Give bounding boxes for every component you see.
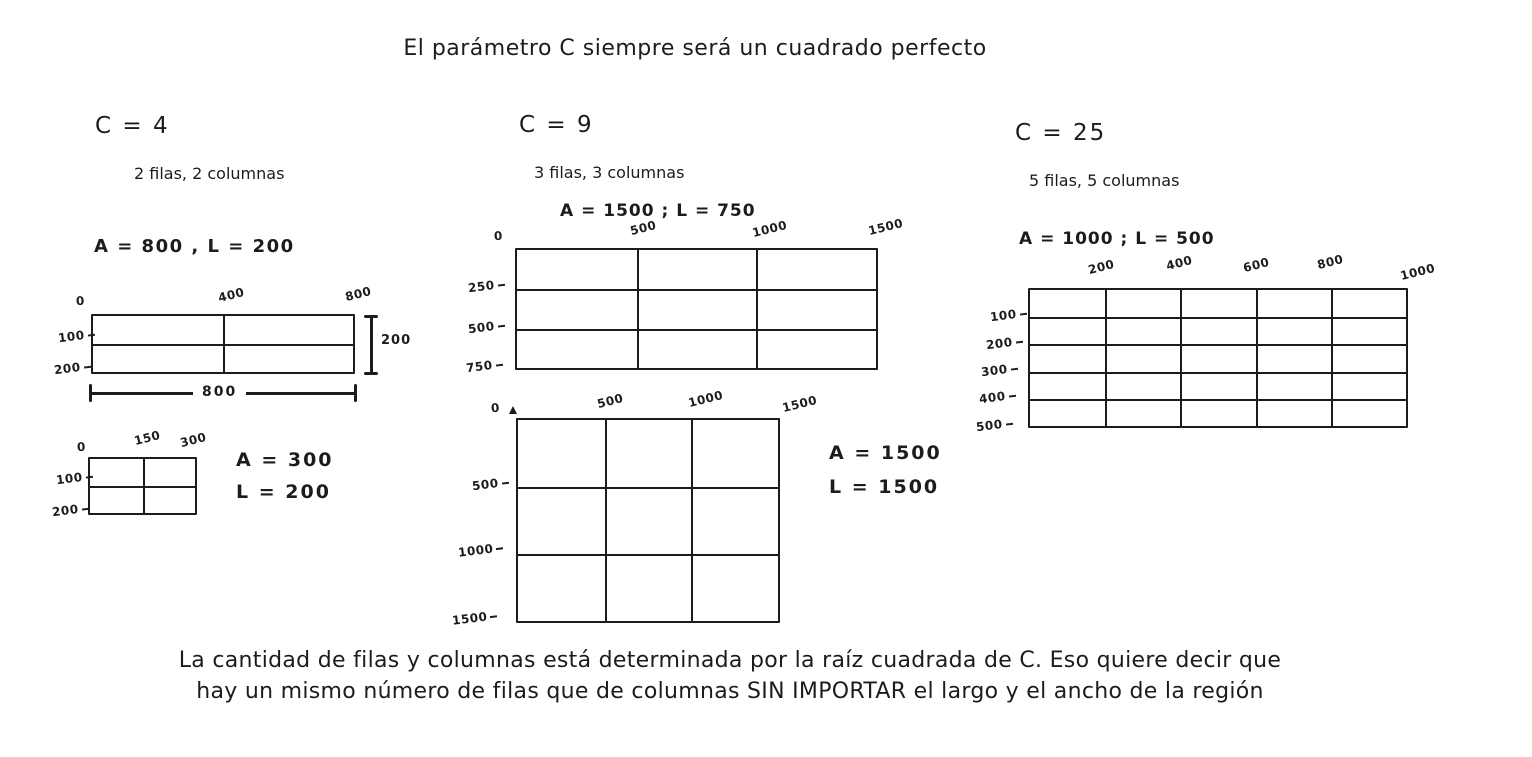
grid-line — [516, 289, 877, 291]
axis-arrow-icon — [509, 406, 517, 414]
grid-line — [1029, 344, 1407, 346]
footer-explanation — [0, 645, 1460, 707]
panel2-area-label: A = 1500 — [829, 442, 942, 464]
panel2-rows-cols: 3 filas, 3 columnas — [534, 163, 685, 182]
footer-line-2: hay un mismo número de filas que de columnas SIN IMPORTAR el largo y el ancho de la región — [196, 679, 1264, 704]
y-tick-label: 100 — [55, 469, 93, 487]
dimension-cap — [89, 384, 92, 402]
y-tick-label: 500 — [471, 475, 509, 493]
dimension-cap — [364, 372, 378, 375]
x-tick-label: 1500 — [780, 392, 819, 416]
grid-line — [605, 419, 607, 622]
y-tick-label: 250 — [467, 277, 505, 295]
panel2-dims: A = 1500 ; L = 750 — [560, 201, 756, 221]
y-tick-label: 1000 — [457, 540, 504, 559]
x-tick-label: 600 — [1241, 254, 1271, 276]
grid-line — [1029, 399, 1407, 401]
grid-2x2-large — [91, 314, 355, 374]
width-dimension-label: 800 — [193, 384, 246, 400]
grid-line — [1105, 289, 1107, 427]
grid-line — [92, 344, 354, 346]
y-tick-label: 100 — [989, 306, 1027, 324]
grid-line — [517, 487, 779, 489]
grid-line — [517, 554, 779, 556]
x-tick-label: 200 — [1086, 256, 1116, 278]
y-tick-label: 200 — [53, 359, 91, 377]
grid-line — [89, 486, 196, 488]
footer-line-1: La cantidad de filas y columnas está determinada por la raíz cuadrada de C. Eso quiere decir que — [178, 648, 1282, 673]
panel3-rows-cols: 5 filas, 5 columnas — [1029, 171, 1180, 190]
grid-line — [516, 329, 877, 331]
x-tick-label: 1000 — [686, 387, 725, 411]
panel3-c-value: C = 25 — [1015, 120, 1107, 146]
y-tick-label: 400 — [978, 388, 1016, 406]
y-tick-label: 100 — [57, 327, 95, 345]
grid-3x3-wide — [515, 248, 878, 370]
x-tick-label: 1500 — [866, 215, 905, 239]
panel2-length-label: L = 1500 — [829, 476, 940, 498]
grid-line — [1180, 289, 1182, 427]
grid-3x3-square — [516, 418, 780, 623]
panel1-rows-cols: 2 filas, 2 columnas — [134, 164, 285, 183]
y-tick-label: 500 — [467, 318, 505, 336]
dimension-cap — [354, 384, 357, 402]
x-tick-label: 1000 — [1398, 260, 1437, 284]
height-dimension-label: 200 — [381, 333, 412, 348]
y-tick-label: 1500 — [451, 608, 498, 627]
x-tick-label: 0 — [76, 439, 87, 455]
x-tick-label: 0 — [490, 400, 501, 416]
panel2-c-value: C = 9 — [519, 112, 594, 138]
grid-2x2-small — [88, 457, 197, 515]
x-tick-label: 150 — [132, 427, 162, 449]
height-dimension-line — [370, 316, 373, 374]
grid-line — [1029, 372, 1407, 374]
x-tick-label: 500 — [628, 217, 658, 239]
x-tick-label: 400 — [216, 284, 246, 306]
grid-line — [756, 249, 758, 369]
y-tick-label: 300 — [980, 361, 1018, 379]
x-tick-label: 400 — [1164, 252, 1194, 274]
y-tick-label: 200 — [985, 334, 1023, 352]
x-tick-label: 300 — [178, 429, 208, 451]
grid-line — [1256, 289, 1258, 427]
grid-line — [691, 419, 693, 622]
grid-5x5 — [1028, 288, 1408, 428]
x-tick-label: 800 — [1315, 251, 1345, 273]
panel1-area-label: A = 300 — [236, 449, 334, 471]
x-tick-label: 0 — [493, 228, 504, 244]
x-tick-label: 800 — [343, 283, 373, 305]
x-tick-label: 0 — [75, 293, 86, 309]
grid-line — [637, 249, 639, 369]
x-tick-label: 500 — [595, 390, 625, 412]
grid-line — [1331, 289, 1333, 427]
panel3-dims: A = 1000 ; L = 500 — [1019, 229, 1215, 249]
y-tick-label: 500 — [975, 416, 1013, 434]
y-tick-label: 750 — [465, 357, 503, 375]
page-title: El parámetro C siempre será un cuadrado perfecto — [403, 36, 987, 61]
panel1-length-label: L = 200 — [236, 481, 331, 503]
panel1-c-value: C = 4 — [95, 113, 170, 139]
x-tick-label: 1000 — [750, 217, 789, 241]
dimension-cap — [364, 315, 378, 318]
y-tick-label: 200 — [51, 501, 89, 519]
grid-line — [1029, 317, 1407, 319]
panel1-dims: A = 800 , L = 200 — [94, 236, 295, 257]
